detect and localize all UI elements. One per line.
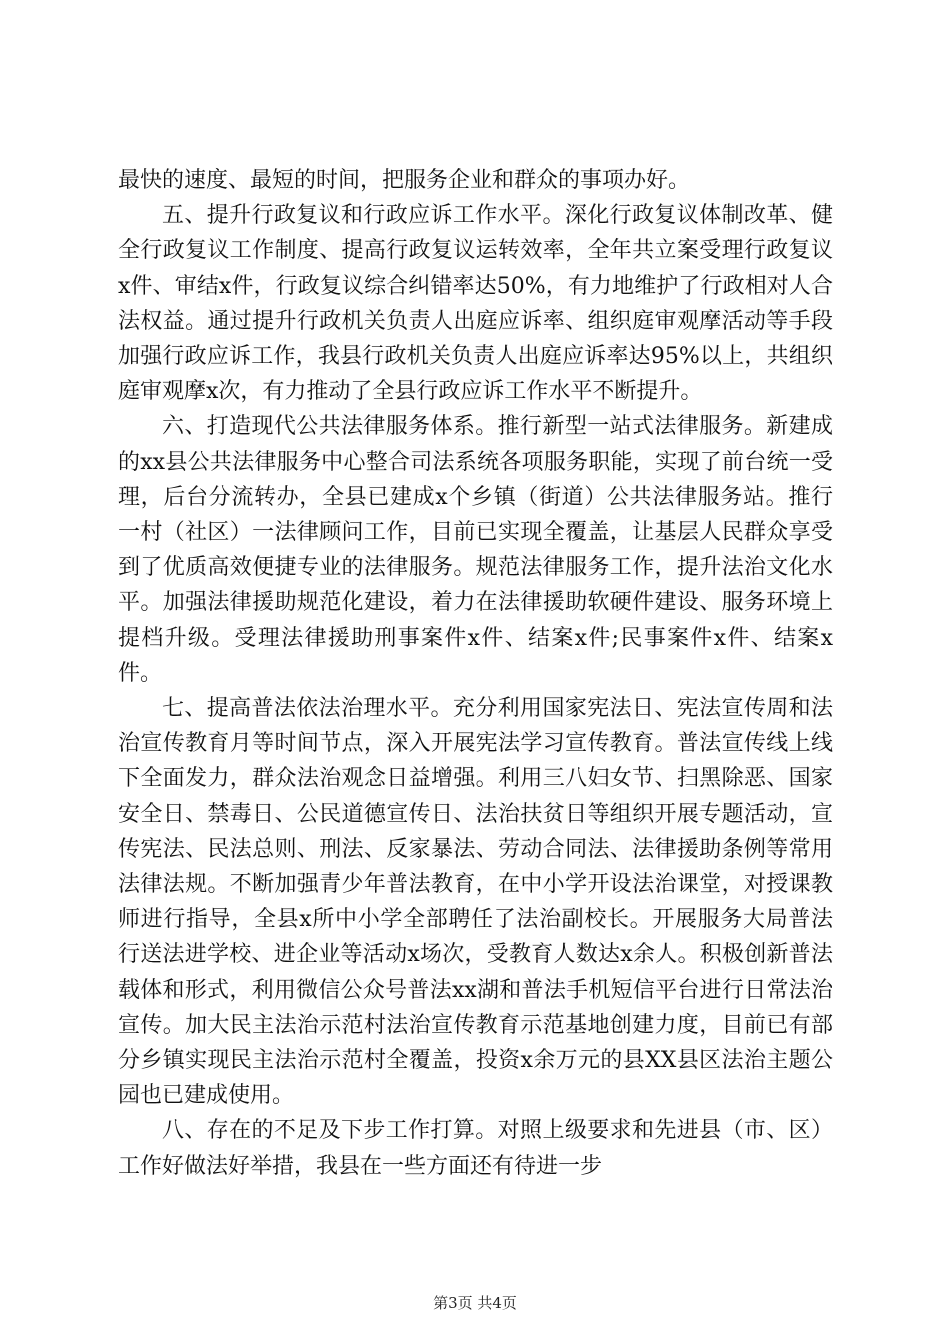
paragraph-section-7: 七、提高普法依法治理水平。充分利用国家宪法日、宪法宣传周和法治宣传教育月等时间节点，深入开展宪法学习宣传教育。普法宣传线上线下全面发力，群众法治观念日益增强。利用三八妇女节、扫黑除恶、国家安全日、禁毒日、公民道德宣传日、法治扶贫日等组织开展专题活动，宣传宪法、民法总则、刑法、反家暴法、劳动合同法、法律援助条例等常用法律法规。不断加强青少年普法教育，在中小学开设法治课堂，对授课教师进行指导，全县x所中小学全部聘任了法治副校长。开展服务大局普法行送法进学校、进企业等活动x场次，受教育人数达x余人。积极创新普法载体和形式，利用微信公众号普法xx湖和普法手机短信平台进行日常法治宣传。加大民主法治示范村法治宣传教育示范基地创建力度，目前已有部分乡镇实现民主法治示范村全覆盖，投资x余万元的县XX县区法治主题公园也已建成使用。 bbox=[118, 696, 833, 1109]
document-body bbox=[118, 163, 833, 1184]
page-footer: 第3页 共4页 bbox=[433, 1294, 517, 1312]
paragraph-section-8: 八、存在的不足及下步工作打算。对照上级要求和先进县（市、区）工作好做法好举措，我县在一些方面还有待进一步 bbox=[118, 1118, 833, 1179]
paragraph-section-5: 五、提升行政复议和行政应诉工作水平。深化行政复议体制改革、健全行政复议工作制度、提高行政复议运转效率，全年共立案受理行政复议x件、审结x件，行政复议综合纠错率达50%，有力地维护了行政相对人合法权益。通过提升行政机关负责人出庭应诉率、组织庭审观摩活动等手段加强行政应诉工作，我县行政机关负责人出庭应诉率达95%以上，共组织庭审观摩x次，有力推动了全县行政应诉工作水平不断提升。 bbox=[118, 203, 833, 405]
paragraph-section-6: 六、打造现代公共法律服务体系。推行新型一站式法律服务。新建成的xx县公共法律服务中心整合司法系统各项服务职能，实现了前台统一受理，后台分流转办，全县已建成x个乡镇（街道）公共法律服务站。推行一村（社区）一法律顾问工作，目前已实现全覆盖，让基层人民群众享受到了优质高效便捷专业的法律服务。规范法律服务工作，提升法治文化水平。加强法律援助规范化建设，着力在法律援助软硬件建设、服务环境上提档升级。受理法律援助刑事案件x件、结案x件;民事案件x件、结案x件。 bbox=[118, 414, 833, 686]
paragraph-continuation: 最快的速度、最短的时间，把服务企业和群众的事项办好。 bbox=[118, 168, 691, 193]
